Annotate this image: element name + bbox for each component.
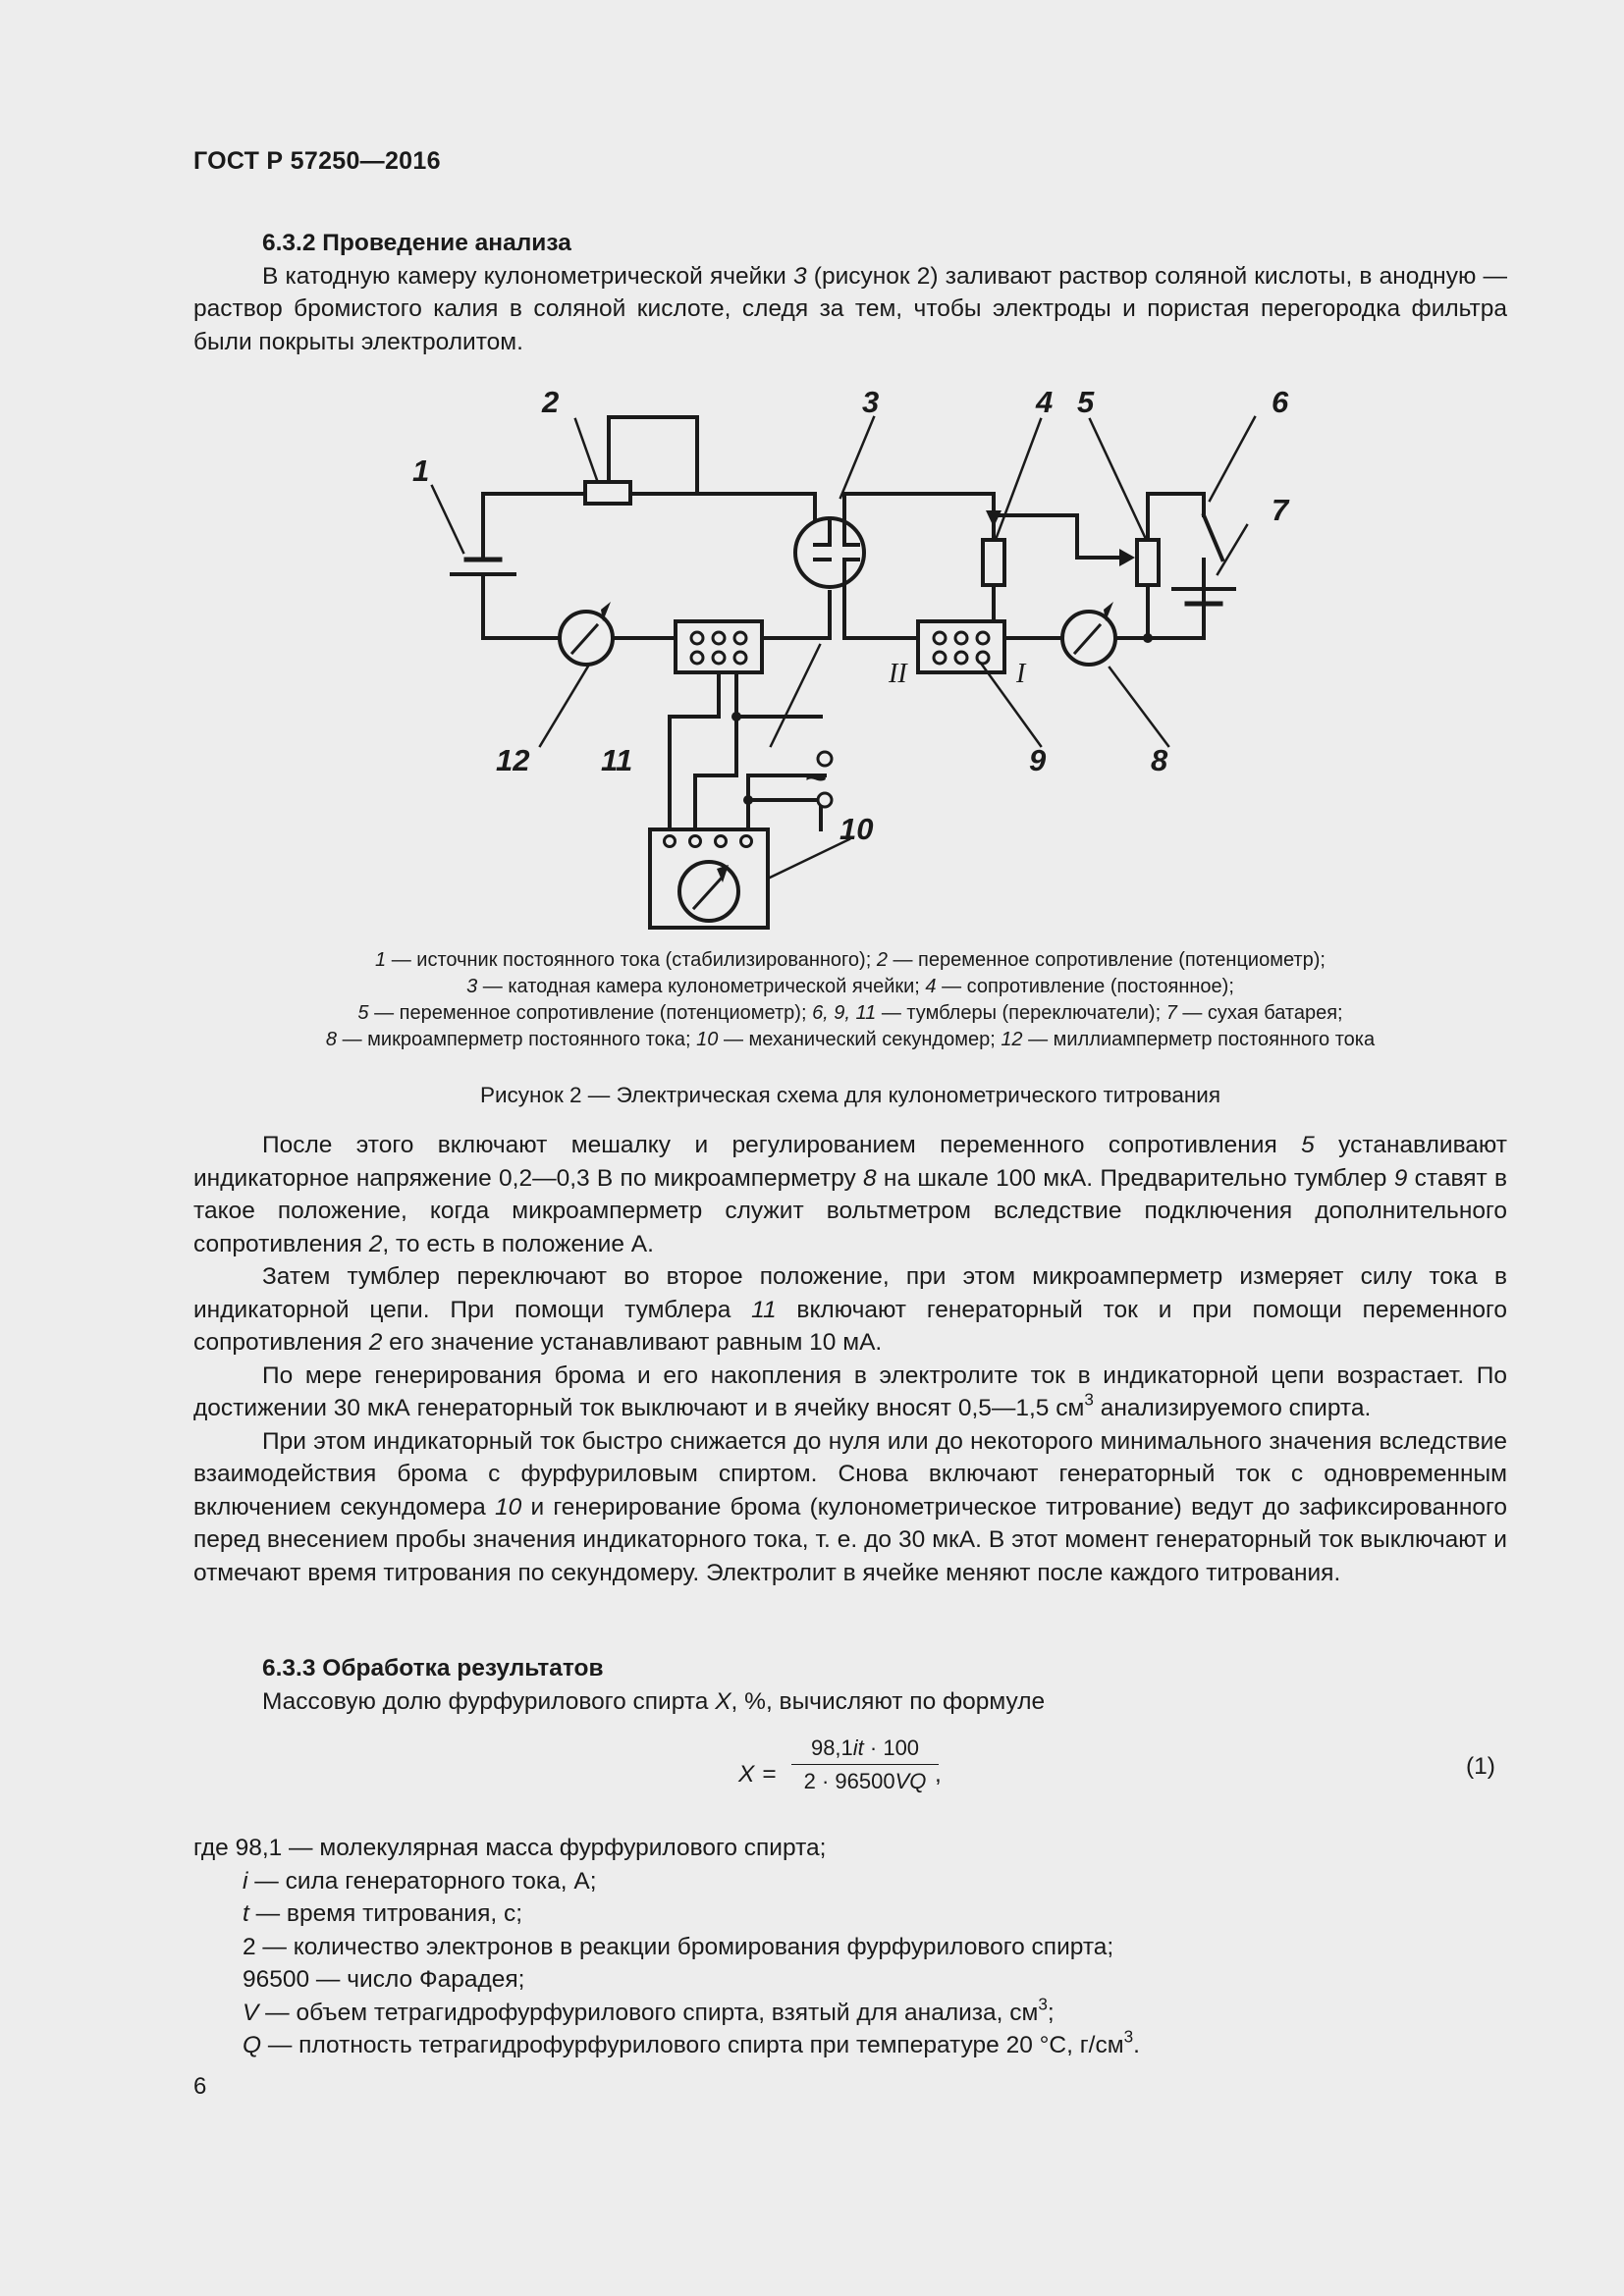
label-3: 3 bbox=[862, 385, 880, 419]
leader-line bbox=[771, 645, 820, 746]
page-number: 6 bbox=[193, 2073, 207, 2100]
legend-line: 1 — источник постоянного тока (стабилизированного); 2 — переменное сопротивление (потенциометр); bbox=[375, 949, 1326, 971]
paragraph: Массовую долю фурфурилового спирта X, %, вычисляют по формуле bbox=[262, 1687, 1046, 1715]
potentiometer-5 bbox=[1137, 540, 1159, 585]
label-5: 5 bbox=[1077, 385, 1095, 419]
leader-line bbox=[1210, 417, 1255, 501]
switch-position-II: II bbox=[889, 659, 907, 689]
label-4: 4 bbox=[1036, 385, 1054, 419]
meter-needle bbox=[572, 625, 597, 653]
paragraph bbox=[193, 260, 1507, 359]
leader-line bbox=[540, 665, 589, 746]
definition-line: i — сила генераторного тока, А; bbox=[243, 1867, 597, 1895]
ac-symbol: ~ bbox=[805, 758, 828, 799]
meter-needle bbox=[694, 877, 723, 908]
switch-position-I: I bbox=[1016, 659, 1026, 689]
label-2: 2 bbox=[542, 385, 560, 419]
definition-line: 2 — количество электронов в реакции бромирования фурфурилового спирта; bbox=[243, 1933, 1114, 1960]
formula-denominator: 2 · 96500VQ bbox=[803, 1769, 927, 1793]
label-11: 11 bbox=[601, 743, 633, 777]
text: В катодную камеру кулонометрической ячейки bbox=[262, 262, 793, 290]
wire bbox=[762, 592, 830, 638]
formula-equals: = bbox=[762, 1761, 777, 1788]
label-10: 10 bbox=[839, 812, 874, 846]
paragraph: Затем тумблер переключают во второе положение, при этом микроамперметр измеряет силу тока в индикаторной цепи. При помощи тумблера 11 включают генераторный ток и при помощи переменного сопротивления 2 его значение устанавливают равным 10 мА. bbox=[193, 1263, 1507, 1356]
leader-line bbox=[840, 417, 874, 498]
figure-caption: Рисунок 2 — Электрическая схема для кулонометрического титрования bbox=[479, 1083, 1221, 1107]
formula-lhs: X bbox=[738, 1761, 755, 1788]
wire bbox=[483, 574, 560, 638]
leader-line bbox=[1218, 525, 1247, 574]
definition-line: V — объем тетрагидрофурфурилового спирта, взятый для анализа, $см^3$; bbox=[243, 1994, 1055, 2026]
definition-line: t — время титрования, с; bbox=[243, 1900, 523, 1927]
legend-line: 3 — катодная камера кулонометрической ячейки; 4 — сопротивление (постоянное); bbox=[466, 976, 1234, 997]
paragraph: При этом индикаторный ток быстро снижается до нуля или до некоторого минимального значения вследствие взаимодействия брома с фурфуриловым спиртом. Снова включают генераторный ток с одновременным включением секундомера 10 и генерирование брома (кулонометрическое титрование) ведут до зафиксированного перед внесением пробы значения индикаторного тока, т. е. до 30 мкА. В этот момент генераторный ток выключают и отмечают время титрования по секундомеру. Электролит в ячейке меняют после каждого титрования. bbox=[193, 1427, 1508, 1586]
label-7: 7 bbox=[1272, 493, 1289, 527]
formula-fraction bbox=[791, 1735, 939, 1794]
figure-legend bbox=[193, 947, 1507, 1053]
label-1: 1 bbox=[412, 454, 430, 488]
label-6: 6 bbox=[1272, 385, 1289, 419]
leader-line bbox=[768, 839, 849, 879]
document-header: ГОСТ Р 57250—2016 bbox=[193, 147, 441, 175]
section-heading: 6.3.2 Проведение анализа bbox=[262, 230, 571, 256]
text: (рисунок 2) заливают раствор соляной кислоты, в анодную — раствор бромистого калия в соляной кислоте, следя за тем, чтобы электроды и пористая перегородка фильтра были покрыты электролитом. bbox=[193, 262, 1507, 355]
legend-line: 5 — переменное сопротивление (потенциометр); 6, 9, 11 — тумблеры (переключатели); 7 — сухая батарея; bbox=[357, 1002, 1343, 1024]
equation-number: (1) bbox=[1466, 1753, 1495, 1780]
label-8: 8 bbox=[1151, 743, 1168, 777]
paragraph: По мере генерирования брома и его накопления в электролите ток в индикаторной цепи возрастает. По достижении 30 мкА генераторный ток выключают и в ячейку вносят 0,5—1,5 $см^3$ анализируемого спирта. bbox=[193, 1362, 1507, 1421]
ref-number: 3 bbox=[792, 262, 807, 290]
leader-line bbox=[575, 419, 597, 480]
switch-terminals bbox=[665, 632, 990, 847]
procedure-text bbox=[193, 1129, 1507, 1589]
resistor-4 bbox=[983, 540, 1004, 585]
wire bbox=[1148, 494, 1204, 540]
formula-comma: , bbox=[935, 1761, 942, 1788]
wire bbox=[844, 494, 994, 545]
junction-dots bbox=[601, 510, 1153, 882]
wire bbox=[1115, 589, 1204, 638]
wire bbox=[695, 672, 736, 829]
wire bbox=[483, 494, 585, 560]
potentiometer-2 bbox=[585, 482, 630, 504]
wire bbox=[844, 560, 918, 638]
label-9: 9 bbox=[1029, 743, 1047, 777]
leader-line bbox=[982, 665, 1041, 746]
section-heading: 6.3.3 Обработка результатов bbox=[262, 1655, 604, 1682]
circuit-wires bbox=[432, 417, 1255, 928]
label-12: 12 bbox=[496, 743, 530, 777]
leader-line bbox=[1110, 667, 1168, 746]
paragraph: После этого включают мешалку и регулированием переменного сопротивления 5 устанавливают индикаторное напряжение 0,2—0,3 В по микроамперметру 8 на шкале 100 мкА. Предварительно тумблер 9 ставят в такое положение, когда микроамперметр служит вольтметром вследствие подключения дополнительного сопротивления 2, то есть в положение А. bbox=[193, 1132, 1507, 1257]
leader-line bbox=[432, 486, 463, 553]
legend-line: 8 — микроамперметр постоянного тока; 10 — механический секундомер; 12 — миллиамперметр постоянного тока bbox=[325, 1029, 1376, 1050]
leader-line bbox=[997, 419, 1041, 537]
figure-labels bbox=[412, 385, 1290, 846]
definition-line: 96500 — число Фарадея; bbox=[243, 1966, 525, 1993]
wire bbox=[748, 800, 821, 829]
circuit-svg bbox=[393, 378, 1289, 942]
circuit-diagram bbox=[393, 378, 1289, 942]
leader-line bbox=[1090, 419, 1145, 537]
meter-needle bbox=[1075, 625, 1100, 653]
formula-numerator: 98,1it · 100 bbox=[791, 1735, 939, 1765]
variable-definitions bbox=[193, 1832, 1507, 2062]
wire bbox=[994, 515, 1119, 558]
definition-line: где 98,1 — молекулярная масса фурфурилового спирта; bbox=[193, 1835, 827, 1861]
definition-line: Q — плотность тетрагидрофурфурилового спирта при температуре 20 °С, $г/см^3$. bbox=[243, 2026, 1140, 2058]
section-6-3-3 bbox=[193, 1652, 1507, 1718]
section-6-3-2 bbox=[193, 227, 1507, 358]
wire bbox=[697, 494, 815, 518]
switch-6 bbox=[1204, 515, 1222, 560]
